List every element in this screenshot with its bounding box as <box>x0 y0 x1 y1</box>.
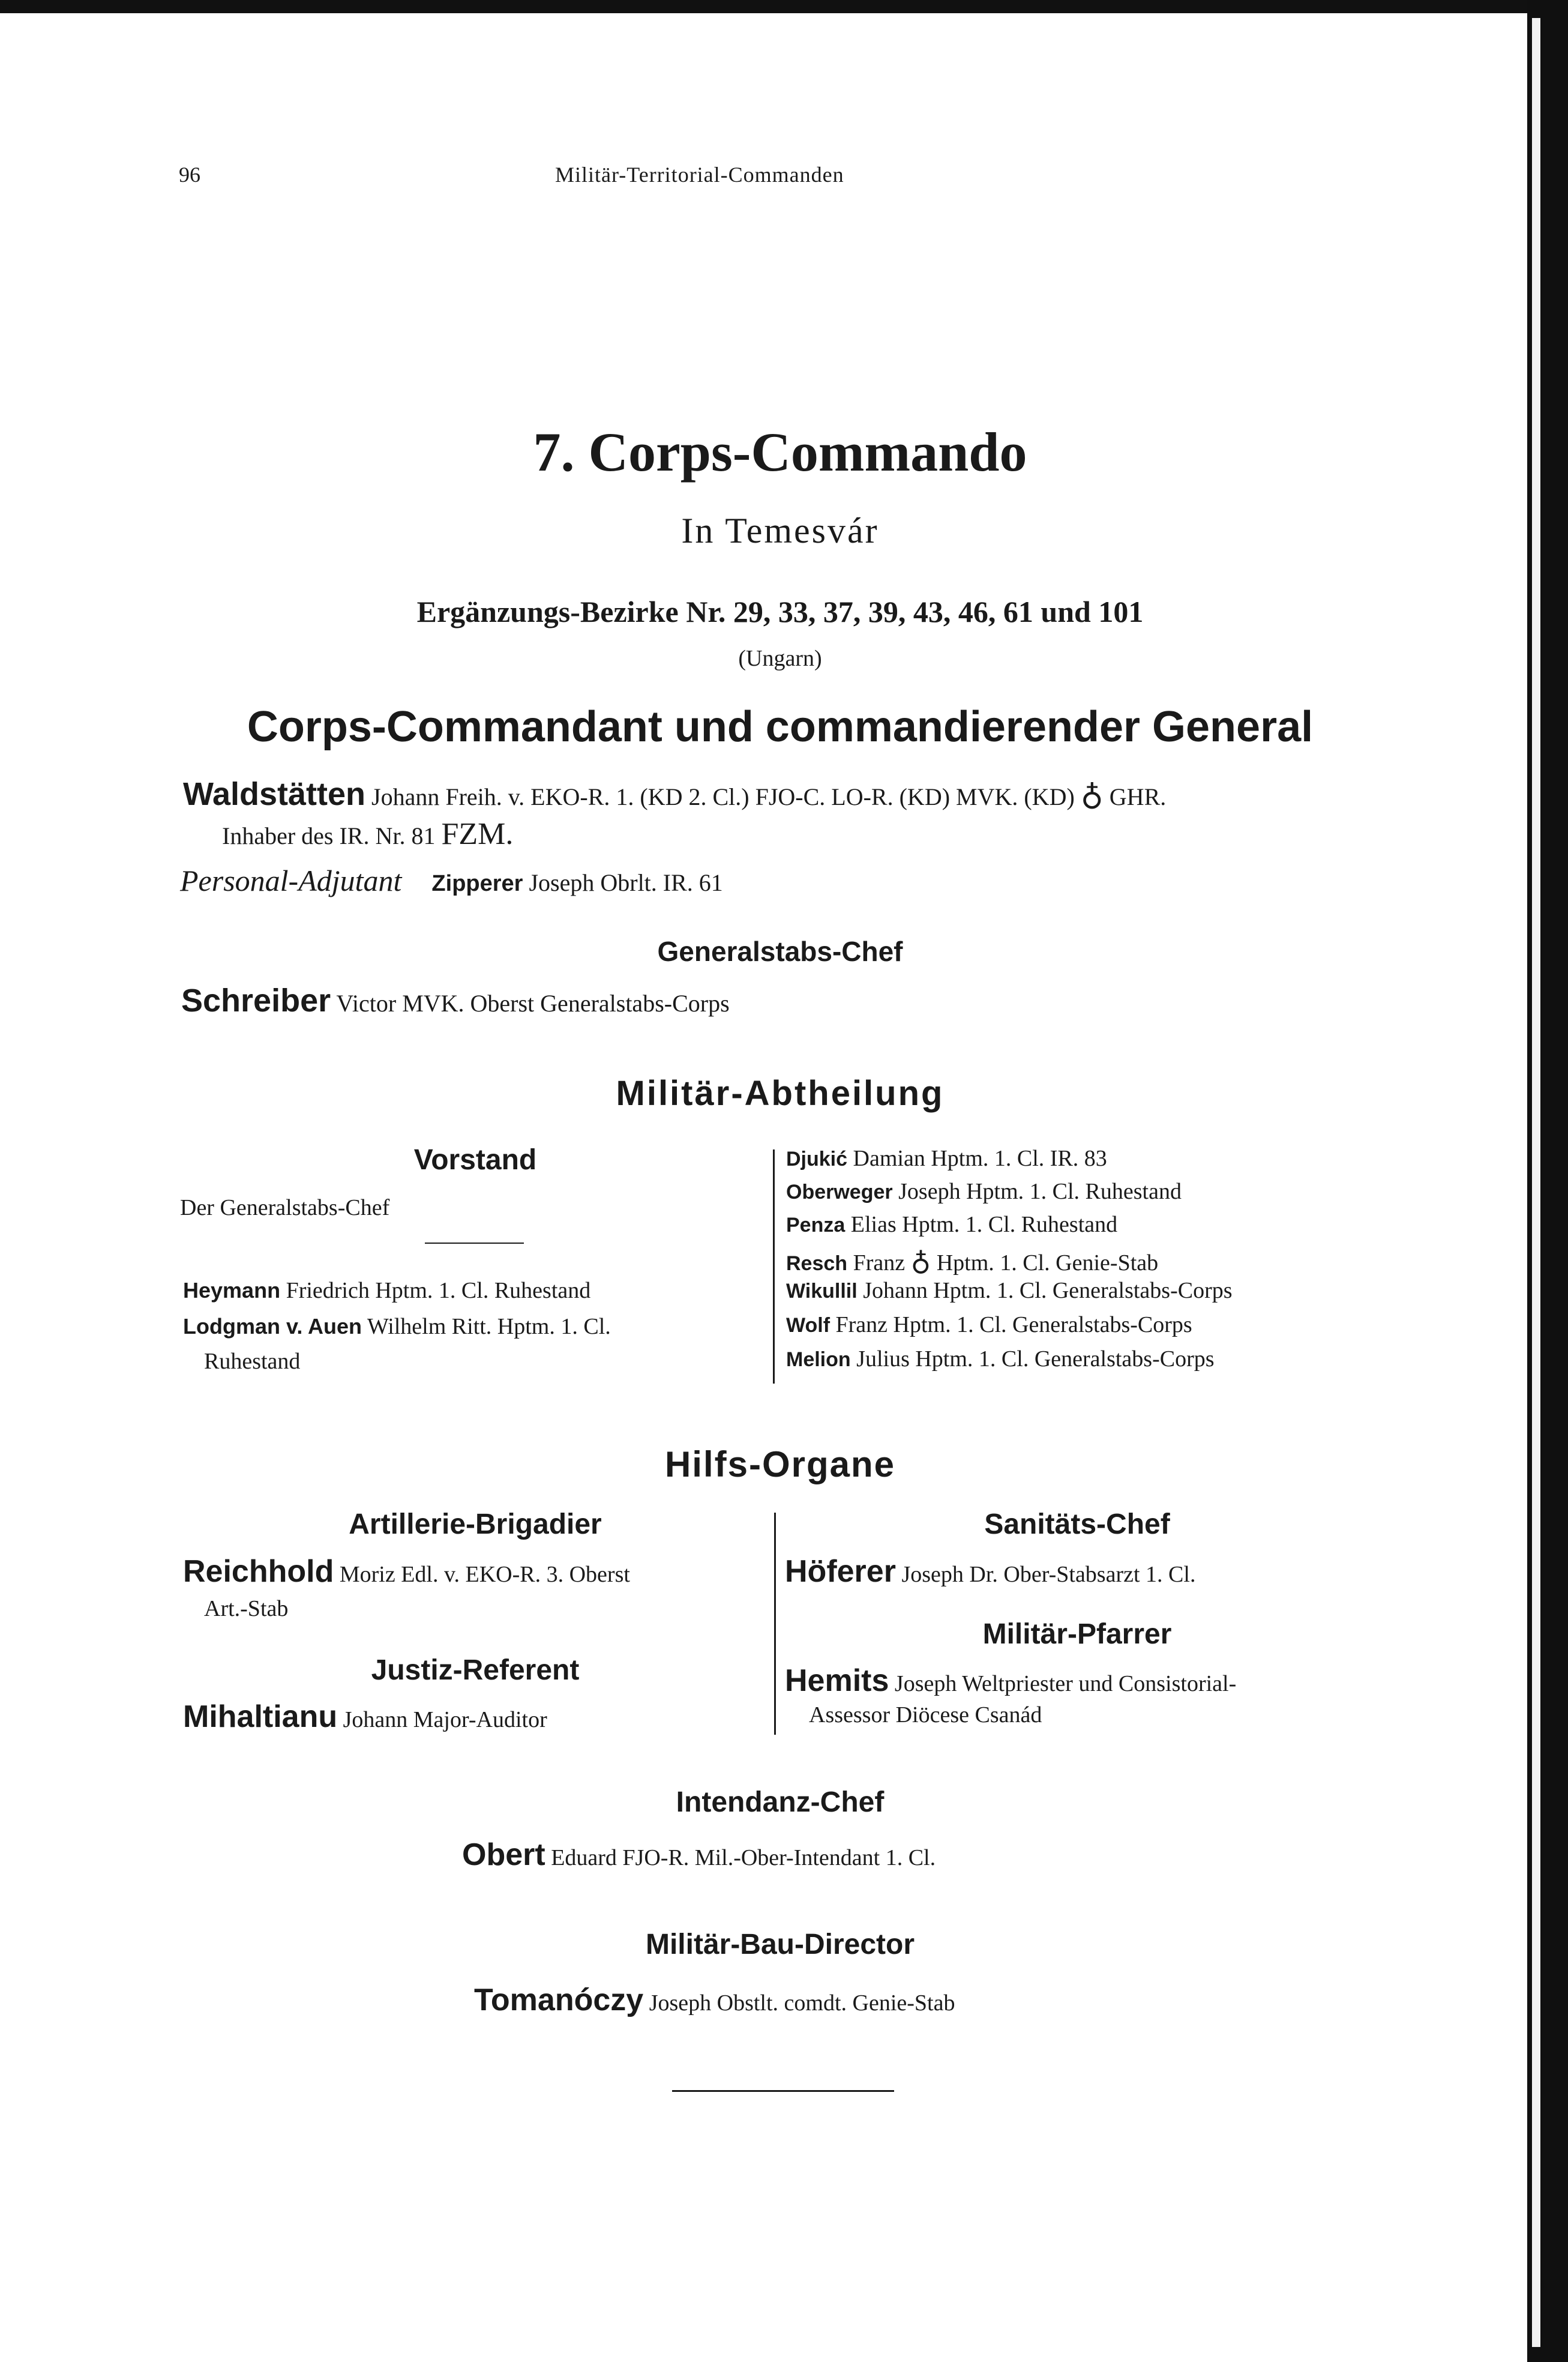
right-entry-name: Wolf <box>786 1314 831 1337</box>
intendance-details: Eduard FJO-R. Mil.-Ober-Intendant 1. Cl. <box>551 1845 936 1870</box>
left-entry-details: Wilhelm Ritt. Hptm. 1. Cl. <box>367 1314 611 1339</box>
chief-of-staff-heading: Generalstabs-Chef <box>657 936 903 967</box>
justice-entry <box>183 1699 547 1735</box>
order-symbol-icon: ♁ <box>910 1246 931 1276</box>
adjutant-entry <box>180 863 723 898</box>
artillery-details: Moriz Edl. v. EKO-R. 3. Oberst <box>339 1562 630 1587</box>
right-entry <box>786 1211 1117 1238</box>
left-entry-heymann <box>183 1277 590 1304</box>
chief-of-staff-details: Victor MVK. Oberst Generalstabs-Corps <box>336 990 730 1017</box>
medical-entry <box>785 1553 1195 1589</box>
chaplain-entry <box>785 1663 1236 1699</box>
right-entry <box>786 1277 1233 1304</box>
scan-border-top <box>0 0 1568 13</box>
commandant-inhaber: Inhaber des IR. Nr. 81 <box>222 822 436 849</box>
left-entry-lodgman <box>183 1313 611 1340</box>
commandant-heading: Corps-Commandant und commandierender General <box>247 703 1314 751</box>
running-title: Militär-Territorial-Commanden <box>555 163 844 187</box>
commandant-details: Johann Freih. v. EKO-R. 1. (KD 2. Cl.) FJO-C. LO-R. (KD) MVK. (KD) <box>371 783 1075 810</box>
right-entry-details: Julius Hptm. 1. Cl. Generalstabs-Corps <box>856 1346 1215 1372</box>
order-symbol-icon: ♁ <box>1080 778 1104 812</box>
construction-details: Joseph Obstlt. comdt. Genie-Stab <box>649 1990 955 2016</box>
left-entry-name: Lodgman v. Auen <box>183 1314 362 1339</box>
vorstand-rule <box>425 1243 524 1244</box>
auxiliary-divider <box>774 1513 776 1735</box>
artillery-continuation: Art.-Stab <box>204 1596 289 1621</box>
right-entry-details: Franz Hptm. 1. Cl. Generalstabs-Corps <box>835 1312 1192 1337</box>
justice-name: Mihaltianu <box>183 1699 338 1734</box>
right-entry-name: Wikullil <box>786 1280 858 1303</box>
military-department-heading: Militär-Abtheilung <box>616 1074 945 1113</box>
intendance-name: Obert <box>462 1837 545 1872</box>
right-entry-name: Djukić <box>786 1148 848 1170</box>
corps-title: 7. Corps-Commando <box>533 421 1027 483</box>
right-entry-details: Johann Hptm. 1. Cl. Generalstabs-Corps <box>863 1278 1233 1303</box>
region: (Ungarn) <box>738 646 822 671</box>
right-entry-name: Resch <box>786 1252 848 1275</box>
right-entry <box>786 1178 1182 1205</box>
right-entry-name: Penza <box>786 1214 846 1237</box>
page-number: 96 <box>179 163 200 187</box>
left-entry-continuation: Ruhestand <box>204 1349 301 1374</box>
commandant-entry <box>183 776 1166 813</box>
right-entry-name: Melion <box>786 1348 851 1371</box>
vorstand-heading: Vorstand <box>413 1144 537 1176</box>
commandant-name: Waldstätten <box>183 776 366 812</box>
chief-of-staff-entry <box>181 982 730 1019</box>
chief-of-staff-name: Schreiber <box>181 983 331 1019</box>
corps-location: In Temesvár <box>681 511 879 550</box>
artillery-entry <box>183 1553 630 1589</box>
left-entry-details: Friedrich Hptm. 1. Cl. Ruhestand <box>286 1278 591 1303</box>
commandant-details-end: GHR. <box>1109 783 1167 810</box>
right-entry <box>786 1145 1107 1172</box>
intendance-entry <box>462 1837 936 1873</box>
closing-rule <box>672 2090 894 2092</box>
right-entry <box>786 1312 1192 1338</box>
artillery-name: Reichhold <box>183 1554 334 1589</box>
construction-entry <box>474 1982 955 2018</box>
right-entry <box>786 1346 1215 1372</box>
construction-name: Tomanóczy <box>474 1983 644 2017</box>
military-department-divider <box>773 1149 775 1384</box>
right-entry-details: Joseph Hptm. 1. Cl. Ruhestand <box>898 1179 1182 1204</box>
right-entry-details: Elias Hptm. 1. Cl. Ruhestand <box>850 1212 1118 1237</box>
adjutant-name: Zipperer <box>431 871 523 896</box>
artillery-heading: Artillerie-Brigadier <box>349 1508 602 1540</box>
right-entry-name: Oberweger <box>786 1181 893 1204</box>
chaplain-continuation: Assessor Diöcese Csanád <box>809 1702 1042 1728</box>
intendance-heading: Intendanz-Chef <box>676 1786 885 1818</box>
construction-heading: Militär-Bau-Director <box>645 1929 915 1960</box>
medical-heading: Sanitäts-Chef <box>984 1508 1170 1540</box>
justice-details: Johann Major-Auditor <box>343 1707 547 1732</box>
right-entry-details: Franz <box>853 1250 906 1276</box>
medical-details: Joseph Dr. Ober-Stabsarzt 1. Cl. <box>901 1562 1196 1587</box>
chaplain-heading: Militär-Pfarrer <box>982 1618 1172 1650</box>
medical-name: Höferer <box>785 1554 896 1589</box>
chaplain-details: Joseph Weltpriester und Consistorial- <box>894 1671 1237 1696</box>
auxiliary-heading: Hilfs-Organe <box>664 1444 896 1484</box>
recruitment-districts: Ergänzungs-Bezirke Nr. 29, 33, 37, 39, 43, 46, 61 und 101 <box>416 595 1144 628</box>
vorstand-text: Der Generalstabs-Chef <box>180 1195 390 1220</box>
commandant-rank: FZM. <box>441 817 514 851</box>
chaplain-name: Hemits <box>785 1663 889 1698</box>
right-entry <box>786 1244 1158 1277</box>
adjutant-details: Joseph Obrlt. IR. 61 <box>529 869 723 896</box>
adjutant-label: Personal-Adjutant <box>180 864 402 897</box>
scan-border-right-inner <box>1532 18 1540 2347</box>
right-entry-details-after: Hptm. 1. Cl. Genie-Stab <box>936 1250 1159 1276</box>
left-entry-name: Heymann <box>183 1278 281 1303</box>
justice-heading: Justiz-Referent <box>371 1654 580 1686</box>
commandant-line2 <box>222 816 513 852</box>
right-entry-details: Damian Hptm. 1. Cl. IR. 83 <box>853 1146 1107 1171</box>
